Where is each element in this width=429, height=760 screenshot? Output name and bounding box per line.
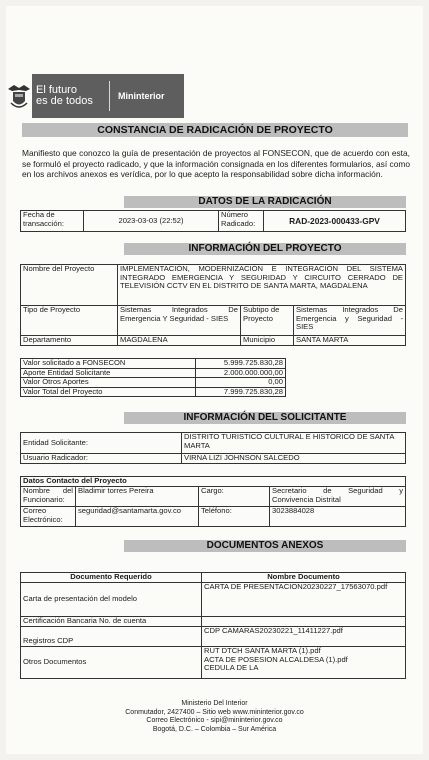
telefono-label: Teléfono: — [199, 507, 270, 527]
footer-line-3: Correo Electrónico - sipi@mininterior.gov.co — [146, 717, 283, 725]
usuario-value: VIRNA LIZI JOHNSON SALCEDO — [182, 454, 406, 464]
funcionario-label: Nombre del Funcionario: — [21, 487, 76, 507]
correo-value: seguridad@santamarta.gov.co — [76, 507, 199, 527]
anexo-requerido: Otros Documentos — [21, 647, 202, 679]
ministry-name: Mininterior — [118, 91, 165, 101]
anexo-requerido: Carta de presentación del modelo — [21, 583, 202, 617]
col-nombre-documento: Nombre Documento — [202, 573, 406, 583]
header-logo — [6, 74, 182, 118]
brand-line-1: El futuro — [36, 84, 77, 96]
brand-line-2: es de todos — [36, 95, 93, 107]
col-documento-requerido: Documento Requerido — [21, 573, 202, 583]
document-title: CONSTANCIA DE RADICACIÓN DE PROYECTO — [22, 123, 408, 137]
subtipo-label: Subtipo de Proyecto — [241, 306, 294, 336]
valor-value: 2.000.000.000,00 — [196, 368, 286, 378]
valor-value: 5.999.725.830,28 — [196, 359, 286, 369]
nombre-proyecto-label: Nombre del Proyecto — [21, 265, 118, 306]
nombre-proyecto-value: IMPLEMENTACIÓN, MODERNIZACIÓN E INTEGRACIÓN DEL SISTEMA INTEGRADO EMERGENCIA Y SEGURIDAD Y CIRCUITO CERRADO DE TELEVISIÓN CCTV EN EL DISTRITO DE SANTA MARTA, MAGDALENA — [118, 265, 406, 306]
contacto-heading: Datos Contacto del Proyecto — [21, 477, 406, 487]
footer-line-4: Bogotá, D.C. – Colombia – Sur América — [152, 725, 277, 733]
numero-value: RAD-2023-000433-GPV — [264, 211, 406, 232]
fecha-label: Fecha de transacción: — [21, 211, 84, 232]
numero-label: Número Radicado: — [219, 211, 264, 232]
correo-label: Correo Electrónico: — [21, 507, 76, 527]
proyecto-table — [20, 264, 406, 346]
cargo-value: Secretario de Seguridad y Convivencia Distrital — [270, 487, 406, 507]
telefono-value: 3023884028 — [270, 507, 406, 527]
municipio-value: SANTA MARTA — [294, 336, 406, 346]
usuario-label: Usuario Radicador: — [21, 454, 182, 464]
anexo-requerido: Certificación Bancaria No. de cuenta — [21, 617, 202, 627]
footer — [0, 700, 429, 734]
solicitante-table — [20, 432, 406, 464]
contacto-table — [20, 476, 406, 527]
section-heading-proyecto: INFORMACIÓN DEL PROYECTO — [124, 243, 406, 255]
anexo-nombre: CARTA DE PRESENTACION20230227_17563070.pdf — [202, 583, 406, 617]
valor-value: 7.999.725.830,28 — [196, 387, 286, 397]
entidad-value: DISTRITO TURISTICO CULTURAL E HISTORICO DE SANTA MARTA — [182, 433, 406, 454]
anexo-nombre — [202, 617, 406, 627]
radicacion-table — [20, 210, 406, 232]
intro-paragraph: Manifiesto que conozco la guía de presentación de proyectos al FONSECON, que de acuerdo con esta, se formuló el proyecto radicado, y que la información consignada en los diferentes formularios, así como en los archivos anexos es verídica, por lo que acepto la responsabilidad sobre dicha información. — [22, 148, 410, 179]
section-heading-anexos: DOCUMENTOS ANEXOS — [124, 540, 406, 552]
entidad-label: Entidad Solicitante: — [21, 433, 182, 454]
valor-label: Valor Otros Aportes — [21, 378, 196, 388]
valor-label: Valor solicitado a FONSECON — [21, 359, 196, 369]
coat-of-arms-icon — [6, 74, 32, 118]
brand-banner — [32, 74, 184, 118]
section-heading-solicitante: INFORMACIÓN DEL SOLICITANTE — [124, 412, 406, 424]
departamento-value: MAGDALENA — [118, 336, 241, 346]
tipo-proyecto-value: Sistemas Integrados De Emergencia Y Seguridad - SIES — [118, 306, 241, 336]
municipio-label: Municipio — [241, 336, 294, 346]
valor-value: 0,00 — [196, 378, 286, 388]
fecha-value: 2023-03-03 (22:52) — [84, 211, 219, 232]
anexo-requerido: Registros CDP — [21, 627, 202, 647]
funcionario-value: Bladimir torres Pereira — [76, 487, 199, 507]
subtipo-value: Sistemas Integrados De Emergencia y Seguridad - SIES — [294, 306, 406, 336]
departamento-label: Departamento — [21, 336, 118, 346]
tipo-proyecto-label: Tipo de Proyecto — [21, 306, 118, 336]
section-heading-radicacion: DATOS DE LA RADICACIÓN — [124, 196, 406, 208]
valor-label: Aporte Entidad Solicitante — [21, 368, 196, 378]
anexo-nombre: RUT DTCH SANTA MARTA (1).pdf ACTA DE POSESION ALCALDESA (1).pdf CEDULA DE LA — [202, 647, 406, 679]
valores-table — [20, 358, 286, 397]
valor-label: Valor Total del Proyecto — [21, 387, 196, 397]
anexos-table — [20, 572, 406, 679]
footer-line-2: Conmutador, 2427400 – Sitio web www.mininterior.gov.co — [125, 708, 304, 716]
footer-line-1: Ministerio Del Interior — [181, 700, 248, 707]
cargo-label: Cargo: — [199, 487, 270, 507]
anexo-nombre: CDP CAMARAS20230221_11411227.pdf — [202, 627, 406, 647]
